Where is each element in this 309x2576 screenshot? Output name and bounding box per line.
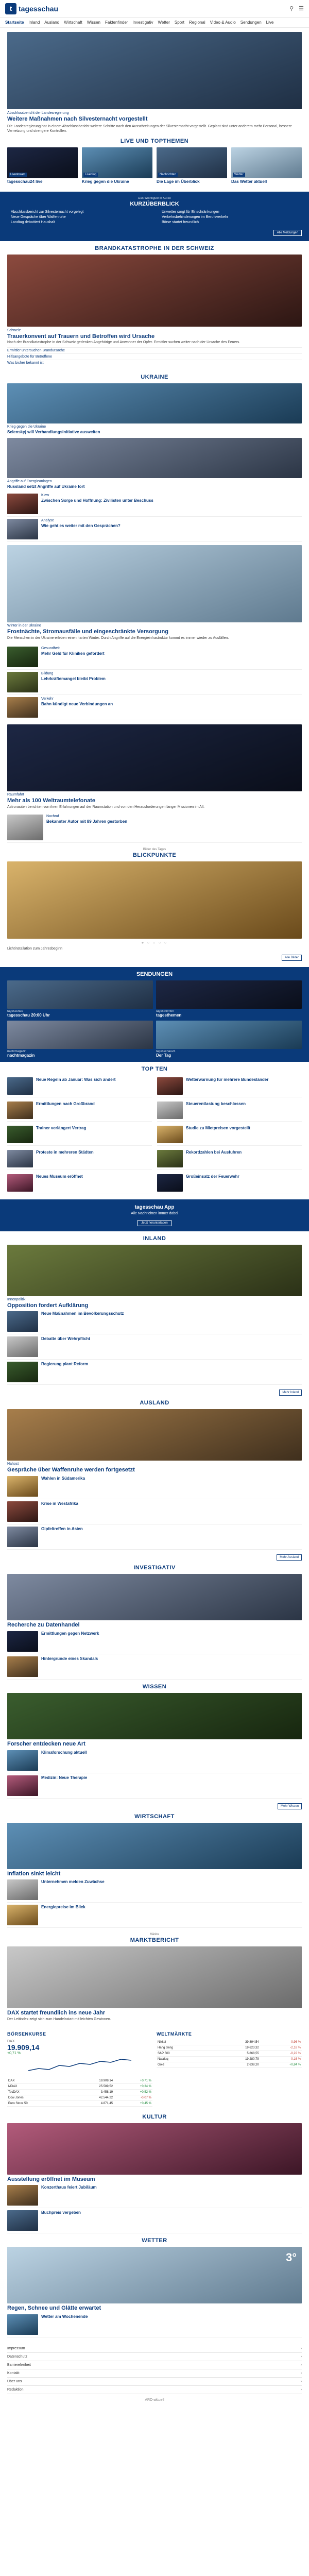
market-cell: Dow Jones <box>7 2095 68 2100</box>
market-cell: +0,84 % <box>260 2062 302 2067</box>
ukraine-feature-image[interactable] <box>7 545 302 622</box>
list-kicker: Verkehr <box>41 697 54 701</box>
list-title: Unternehmen melden Zuwächse <box>41 1879 105 1885</box>
market-cell: +0,34 % <box>114 2083 152 2089</box>
ukraine-title-2[interactable]: Russland setzt Angriffe auf Ukraine fort <box>7 484 85 489</box>
blick-image[interactable] <box>7 861 302 939</box>
kurz-button[interactable]: Alle Meldungen <box>273 230 302 236</box>
chevron-down-icon: › <box>300 2388 302 2392</box>
kultur-title[interactable]: Ausstellung eröffnet im Museum <box>7 2176 95 2182</box>
list-item[interactable] <box>7 1877 302 1903</box>
live-caption: Krieg gegen die Ukraine <box>82 179 129 184</box>
person-title: Bekannter Autor mit 89 Jahren gestorben <box>46 819 128 824</box>
topten-item[interactable] <box>157 1172 302 1194</box>
topten-item[interactable] <box>7 1099 152 1122</box>
search-icon[interactable]: ⚲ <box>289 6 294 12</box>
sendung-image <box>7 980 153 1009</box>
list-item[interactable] <box>7 517 302 542</box>
hero-title[interactable]: Weitere Maßnahmen nach Silvesternacht vorgestellt <box>7 116 148 122</box>
carousel-dots[interactable]: ● ○ ○ ○ ○ <box>141 940 168 945</box>
sendung-item[interactable] <box>156 980 302 1018</box>
live-caption: tagesschau24 live <box>7 179 43 184</box>
wetter-section: WETTER <box>142 2238 167 2244</box>
list-title: Energiepreise im Blick <box>41 1905 85 1910</box>
list-title: Hintergründe eines Skandals <box>41 1656 98 1661</box>
sendung-title: tagesthemen <box>156 1012 182 1018</box>
market-row[interactable] <box>157 2050 302 2056</box>
ukraine-image-2[interactable] <box>7 438 302 478</box>
live-section-title: LIVE UND TOPTHEMEN <box>120 138 189 144</box>
market-cell: S&P 500 <box>157 2050 211 2056</box>
ukraine-kicker-2: Angriffe auf Energieanlagen <box>7 479 52 483</box>
app-promo <box>0 1199 309 1231</box>
footer-link[interactable] <box>7 2369 302 2378</box>
kultur-image[interactable] <box>7 2123 302 2175</box>
list-title: Gipfeltreffen in Asien <box>41 1527 83 1532</box>
wetter-temp: 3° <box>285 2251 297 2264</box>
person-item[interactable] <box>7 812 302 843</box>
list-thumb <box>7 1656 38 1677</box>
inland-image[interactable] <box>7 1245 302 1296</box>
kurz-item[interactable]: Verkehrsbehinderungen im Berufsverkehr <box>162 215 229 219</box>
topten-thumb <box>157 1126 183 1143</box>
welt-title: WELTMÄRKTE <box>157 2031 192 2037</box>
live-caption: Die Lage im Überblick <box>157 179 200 184</box>
person-kicker: Nachruf <box>46 815 59 819</box>
nav-item[interactable]: Live <box>266 20 274 25</box>
list-item[interactable] <box>7 1499 302 1524</box>
hero-kicker: Abschlussbericht der Landesregierung <box>7 111 69 115</box>
list-title: Bahn kündigt neue Verbindungen an <box>41 702 113 706</box>
live-image <box>7 147 78 178</box>
footer-link[interactable] <box>7 2386 302 2394</box>
market-cell: Nikkei <box>157 2040 211 2045</box>
boerse-value: 19.909,14 <box>7 2043 40 2052</box>
footer-link-label: Redaktion <box>7 2388 24 2392</box>
blick-more-button[interactable]: Alle Bilder <box>282 955 302 961</box>
wissen-section: WISSEN <box>142 1683 167 1690</box>
market-cell: 42.544,22 <box>68 2095 114 2100</box>
send-title: SENDUNGEN <box>136 971 173 977</box>
space-kicker: Raumfahrt <box>7 793 24 796</box>
wirtschaft-image[interactable] <box>7 1823 302 1869</box>
kurz-item[interactable]: Landtag debattiert Haushalt <box>11 220 56 224</box>
space-image[interactable] <box>7 724 302 791</box>
market-cell: +0,52 % <box>114 2089 152 2095</box>
list-item[interactable] <box>7 645 302 670</box>
topten-item[interactable] <box>7 1124 152 1146</box>
footer-link-label: Kontakt <box>7 2371 20 2376</box>
topten-title: Proteste in mehreren Städten <box>36 1149 94 1155</box>
ukraine-feature-kicker: Winter in der Ukraine <box>7 623 41 628</box>
ukraine-title-1[interactable]: Selenskyj will Verhandlungsinitiative ausweiten <box>7 429 100 434</box>
invest-title[interactable]: Recherche zu Datenhandel <box>7 1622 80 1629</box>
hero-text: Die Landesregierung hat in einem Abschlussbericht weitere Schritte nach den Ausschreitungen der Silvesternacht vorgestellt. Geplant sind unter anderem mehr Personal, bessere Vernetzung und strengere Kontrollen. <box>7 124 292 133</box>
list-title: Krise in Westafrika <box>41 1501 78 1506</box>
promo-text: Alle Nachrichten immer dabei <box>131 1211 178 1215</box>
market-cell: 19.623,32 <box>211 2045 260 2050</box>
nav-item[interactable]: Sendungen <box>240 20 262 25</box>
chevron-down-icon: › <box>300 2355 302 2359</box>
logo-mark: t <box>5 3 16 14</box>
footer-link-label: Impressum <box>7 2347 25 2351</box>
market-row[interactable] <box>7 2100 152 2106</box>
topten-title: Studie zu Mietpreisen vorgestellt <box>186 1125 250 1130</box>
list-title: Wahlen in Südamerika <box>41 1476 85 1481</box>
kurz-box <box>0 192 309 241</box>
sendung-image <box>156 980 302 1009</box>
nav-item[interactable]: Regional <box>189 20 205 25</box>
list-item[interactable] <box>7 1360 302 1385</box>
sendung-item[interactable] <box>7 980 153 1018</box>
market-cell: Euro Stoxx 50 <box>7 2100 68 2106</box>
market-cell: +0,45 % <box>114 2100 152 2106</box>
sendung-kicker: nachtmagazin <box>7 1049 27 1053</box>
market-row[interactable] <box>7 2089 152 2095</box>
ausland-title[interactable]: Gespräche über Waffenruhe werden fortgesetzt <box>7 1467 135 1473</box>
list-title: Zwischen Sorge und Hoffnung: Zivilisten unter Beschuss <box>41 498 153 503</box>
list-item[interactable] <box>7 1773 302 1799</box>
blick-title: BLICKPUNKTE <box>132 852 177 859</box>
wissen-image[interactable] <box>7 1693 302 1739</box>
wirtschaft-section: WIRTSCHAFT <box>134 1813 175 1820</box>
list-title: Mehr Geld für Kliniken gefordert <box>41 651 105 656</box>
list-title: Buchpreis vergeben <box>41 2210 81 2215</box>
list-thumb <box>7 1311 38 1332</box>
list-thumb <box>7 1879 38 1900</box>
list-item[interactable] <box>7 1524 302 1550</box>
invest-section: INVESTIGATIV <box>133 1565 176 1571</box>
market-cell: TecDAX <box>7 2089 68 2095</box>
topten-thumb <box>7 1150 33 1167</box>
kurz-title: KURZÜBERBLICK <box>130 200 179 207</box>
markt-headline[interactable]: DAX startet freundlich ins neue Jahr <box>7 2010 106 2016</box>
list-thumb <box>7 1631 38 1652</box>
blick-caption: Lichtinstallation zum Jahresbeginn <box>7 947 63 951</box>
list-item[interactable] <box>7 1474 302 1499</box>
market-row[interactable] <box>7 2083 152 2089</box>
list-title: Regierung plant Reform <box>41 1362 89 1367</box>
wetter-image[interactable] <box>7 2247 302 2303</box>
inland-section: INLAND <box>143 1235 166 1242</box>
markt-kicker: Märkte <box>149 1933 160 1937</box>
list-title: Medizin: Neue Therapie <box>41 1775 88 1780</box>
live-label: Wetter <box>233 173 245 177</box>
list-item[interactable] <box>7 1748 302 1773</box>
promo-title: tagesschau App <box>134 1204 175 1210</box>
hero-image[interactable] <box>7 32 302 109</box>
ausland-more[interactable]: Mehr Ausland <box>277 1554 302 1561</box>
nav-item[interactable]: Startseite <box>5 20 24 25</box>
footer-link[interactable] <box>7 2378 302 2386</box>
topten-title: Neue Regeln ab Januar: Was sich ändert <box>36 1077 116 1082</box>
live-image <box>82 147 152 178</box>
list-title: Ermittlungen gegen Netzwerk <box>41 1631 99 1636</box>
ukraine-kicker-1: Krieg gegen die Ukraine <box>7 425 46 429</box>
topten-title: TOP TEN <box>141 1065 168 1072</box>
kurz-item[interactable]: Börse startet freundlich <box>162 220 199 224</box>
market-cell: -0,22 % <box>260 2050 302 2056</box>
topten-item[interactable] <box>7 1075 152 1097</box>
topten-thumb <box>7 1174 33 1192</box>
list-item[interactable] <box>7 1903 302 1928</box>
kurz-item[interactable]: Neue Gespräche über Waffenruhe <box>11 215 66 219</box>
topten-item[interactable] <box>157 1075 302 1097</box>
list-item[interactable] <box>7 1334 302 1360</box>
list-item[interactable] <box>7 2183 302 2208</box>
list-title: Neue Maßnahmen im Bevölkerungsschutz <box>41 1311 124 1316</box>
topten-title: Wetterwarnung für mehrere Bundesländer <box>186 1077 269 1082</box>
logo-word: tagesschau <box>19 4 59 13</box>
live-item[interactable] <box>7 147 78 184</box>
market-cell: 3.458,19 <box>68 2089 114 2095</box>
list-thumb <box>7 1775 38 1796</box>
space-text: Astronauten berichten von ihren Erfahrungen auf der Raumstation und von den Herausforderungen langer Missionen im All. <box>7 805 204 809</box>
topten-thumb <box>157 1077 183 1095</box>
list-item[interactable] <box>7 2208 302 2233</box>
inland-more[interactable]: Mehr Inland <box>279 1389 302 1396</box>
list-kicker: Gesundheit <box>41 647 60 650</box>
live-item[interactable] <box>157 147 227 184</box>
market-cell: Nasdaq <box>157 2056 211 2062</box>
list-item[interactable] <box>7 695 302 720</box>
chevron-down-icon: › <box>300 2371 302 2376</box>
list-thumb <box>7 1527 38 1547</box>
sendung-title: Der Tag <box>156 1053 171 1058</box>
invest-image[interactable] <box>7 1574 302 1620</box>
market-cell: 5.868,55 <box>211 2050 260 2056</box>
topten-item[interactable] <box>157 1099 302 1122</box>
schweiz-section: BRANDKATASTROPHE IN DER SCHWEIZ <box>95 245 214 251</box>
market-cell: 19.280,79 <box>211 2056 260 2062</box>
market-cell: 25.589,52 <box>68 2083 114 2089</box>
sendung-item[interactable] <box>156 1021 302 1058</box>
market-cell: +0,71 % <box>114 2078 152 2084</box>
live-image <box>231 147 302 178</box>
ausland-section: AUSLAND <box>140 1400 169 1406</box>
nav-item[interactable]: Ausland <box>44 20 60 25</box>
market-cell: 39.894,54 <box>211 2040 260 2045</box>
markt-title: MARKTBERICHT <box>130 1937 179 1944</box>
list-thumb <box>7 647 38 667</box>
nav-item[interactable]: Video & Audio <box>210 20 236 25</box>
ausland-image[interactable] <box>7 1409 302 1461</box>
list-title: Klimaforschung aktuell <box>41 1750 87 1755</box>
market-cell: 2.638,20 <box>211 2062 260 2067</box>
topten-thumb <box>157 1101 183 1119</box>
nav-item[interactable]: Inland <box>28 20 40 25</box>
logo[interactable] <box>5 3 58 14</box>
market-cell: Gold <box>157 2062 211 2067</box>
footer-link[interactable] <box>7 2361 302 2369</box>
topten-title: Rekordzahlen bei Ausfuhren <box>186 1149 242 1155</box>
schweiz-image[interactable] <box>7 255 302 327</box>
topten-title: Steuerentlastung beschlossen <box>186 1101 246 1106</box>
footer-copy: ARD-aktuell <box>145 2398 164 2402</box>
ukraine-feature-text: Die Menschen in der Ukraine erleben einen harten Winter. Durch Angriffe auf die Energieinfrastruktur kommt es immer wieder zu Ausfällen. <box>7 636 229 640</box>
markt-image[interactable] <box>7 1946 302 2008</box>
list-thumb <box>7 1362 38 1382</box>
list-thumb <box>7 1750 38 1771</box>
market-cell: 19.909,14 <box>68 2078 114 2084</box>
list-title: Wetter am Wochenende <box>41 2314 88 2319</box>
market-cell: -0,07 % <box>114 2095 152 2100</box>
topten-item[interactable] <box>7 1172 152 1194</box>
wissen-title[interactable]: Forscher entdecken neue Art <box>7 1740 85 1747</box>
topten-title: Großeinsatz der Feuerwehr <box>186 1174 239 1179</box>
topten-title: Ermittlungen nach Großbrand <box>36 1101 95 1106</box>
list-title: Konzerthaus feiert Jubiläum <box>41 2185 97 2190</box>
list-title: Lehrkräftemangel bleibt Problem <box>41 676 106 681</box>
ausland-kicker: Nahost <box>7 1462 19 1466</box>
footer-link-label: Datenschutz <box>7 2355 27 2359</box>
live-caption: Das Wetter aktuell <box>231 179 267 184</box>
list-thumb <box>7 697 38 718</box>
list-item[interactable] <box>7 670 302 695</box>
list-thumb <box>7 1501 38 1522</box>
ukraine-section: UKRAINE <box>141 374 168 380</box>
topten-thumb <box>157 1174 183 1192</box>
market-row[interactable] <box>7 2095 152 2100</box>
live-image <box>157 147 227 178</box>
topten-item[interactable] <box>157 1148 302 1170</box>
markt-text: Der Leitindex zeigt sich zum Handelsstart mit leichten Gewinnen. <box>7 2018 111 2022</box>
chevron-down-icon: › <box>300 2347 302 2351</box>
sendung-kicker: tagesschau24 <box>156 1049 176 1053</box>
footer-link-label: Barrierefreiheit <box>7 2363 31 2367</box>
boerse-change: +0,71 % <box>7 2051 21 2055</box>
kurz-kicker: Das Wichtigste in Kürze <box>138 196 171 200</box>
list-thumb <box>7 1476 38 1497</box>
promo-button[interactable]: Jetzt herunterladen <box>138 1220 171 1226</box>
nav-item[interactable]: Wissen <box>87 20 100 25</box>
list-item[interactable] <box>7 1654 302 1680</box>
list-thumb <box>7 519 38 539</box>
wetter-title[interactable]: Regen, Schnee und Glätte erwartet <box>7 2305 101 2312</box>
blick-kicker: Bilder des Tages <box>143 848 166 852</box>
schweiz-link[interactable]: Was bisher bekannt ist <box>7 360 302 366</box>
boerse-index: DAX <box>7 2039 15 2043</box>
market-cell: MDAX <box>7 2083 68 2089</box>
market-row[interactable] <box>157 2056 302 2062</box>
market-cell: -0,16 % <box>260 2056 302 2062</box>
sendung-title: nachtmagazin <box>7 1053 35 1058</box>
list-kicker: Bildung <box>41 672 54 675</box>
nav-item[interactable]: Faktenfinder <box>105 20 128 25</box>
list-thumb <box>7 2314 38 2335</box>
sendung-item[interactable] <box>7 1021 153 1058</box>
list-thumb <box>7 2210 38 2231</box>
kurz-item[interactable]: Abschlussbericht zur Silvesternacht vorgelegt <box>11 210 84 214</box>
nav-item[interactable]: Wirtschaft <box>64 20 82 25</box>
ukraine-image-1[interactable] <box>7 383 302 423</box>
topten-title: Neues Museum eröffnet <box>36 1174 83 1179</box>
main-nav <box>0 18 309 28</box>
sendung-title: tagesschau 20:00 Uhr <box>7 1012 50 1018</box>
topten-item[interactable] <box>157 1124 302 1146</box>
space-title[interactable]: Mehr als 100 Weltraumtelefonate <box>7 798 95 804</box>
ukraine-feature-title[interactable]: Frostnächte, Stromausfälle und eingeschränkte Versorgung <box>7 628 168 635</box>
topten-thumb <box>7 1126 33 1143</box>
live-item[interactable] <box>82 147 152 184</box>
inland-kicker: Innenpolitik <box>7 1297 26 1301</box>
sendung-image <box>156 1021 302 1049</box>
chevron-down-icon: › <box>300 2380 302 2384</box>
topten-title: Trainer verlängert Vertrag <box>36 1125 87 1130</box>
list-thumb <box>7 1905 38 1925</box>
market-cell: -0,96 % <box>260 2040 302 2045</box>
list-title: Debatte über Wehrpflicht <box>41 1336 90 1342</box>
list-kicker: Analyse <box>41 518 54 522</box>
nav-item[interactable]: Wetter <box>158 20 170 25</box>
market-row[interactable] <box>157 2040 302 2045</box>
footer-link[interactable] <box>7 2345 302 2353</box>
market-cell: DAX <box>7 2078 68 2084</box>
list-item[interactable] <box>7 2312 302 2337</box>
list-item[interactable] <box>7 1629 302 1654</box>
schweiz-title[interactable]: Trauerkonvent auf Trauern und Betroffen wird Ursache <box>7 333 155 340</box>
market-row[interactable] <box>157 2045 302 2050</box>
menu-icon[interactable]: ☰ <box>299 6 304 12</box>
boerse-title: BÖRSENKURSE <box>7 2031 46 2037</box>
topten-item[interactable] <box>7 1148 152 1170</box>
wissen-more[interactable]: Mehr Wissen <box>278 1803 302 1809</box>
market-cell: Hang Seng <box>157 2045 211 2050</box>
footer-link-label: Über uns <box>7 2380 22 2384</box>
schweiz-kicker: Schweiz <box>7 328 21 332</box>
inland-title[interactable]: Opposition fordert Aufklärung <box>7 1302 89 1309</box>
top-header <box>0 0 309 18</box>
list-item[interactable] <box>7 492 302 517</box>
kurz-item[interactable]: Unwetter sorgt für Einschränkungen <box>162 210 219 214</box>
live-item[interactable] <box>231 147 302 184</box>
live-label: Nachrichten <box>158 173 178 177</box>
list-thumb <box>7 494 38 514</box>
live-label: Liveblog <box>83 173 98 177</box>
topten-thumb <box>7 1101 33 1119</box>
live-label: Livestream <box>9 173 27 177</box>
market-cell: 4.871,45 <box>68 2100 114 2106</box>
nav-item[interactable]: Sport <box>174 20 185 25</box>
topten-thumb <box>7 1077 33 1095</box>
sendung-kicker: tagesthemen <box>156 1009 174 1013</box>
list-thumb <box>7 1336 38 1357</box>
market-cell: -2,18 % <box>260 2045 302 2050</box>
list-title: Wie geht es weiter mit den Gesprächen? <box>41 523 121 528</box>
topten-thumb <box>157 1150 183 1167</box>
sendung-image <box>7 1021 153 1049</box>
nav-item[interactable]: Investigativ <box>132 20 153 25</box>
sendung-kicker: tagesschau <box>7 1009 23 1013</box>
person-image <box>7 815 43 840</box>
list-thumb <box>7 672 38 692</box>
footer-link[interactable] <box>7 2353 302 2361</box>
schweiz-text: Nach der Brandkatastrophe in der Schweiz gedenken Angehörige und Anwohner der Opfer. Ermittler suchen weiter nach der Ursache des Feuers. <box>7 341 241 345</box>
kultur-section: KULTUR <box>142 2113 167 2120</box>
schweiz-link[interactable]: Hilfsangebote für Betroffene <box>7 353 302 360</box>
list-kicker: Kiew <box>41 493 49 497</box>
boerse-sparkline <box>7 2055 152 2076</box>
wirtschaft-title[interactable]: Inflation sinkt leicht <box>7 1870 61 1877</box>
schweiz-link[interactable]: Ermittler untersuchen Brandursache <box>7 347 302 353</box>
list-item[interactable] <box>7 1309 302 1334</box>
market-row[interactable] <box>157 2062 302 2067</box>
chevron-down-icon: › <box>300 2363 302 2367</box>
list-thumb <box>7 2185 38 2206</box>
market-row[interactable] <box>7 2078 152 2084</box>
